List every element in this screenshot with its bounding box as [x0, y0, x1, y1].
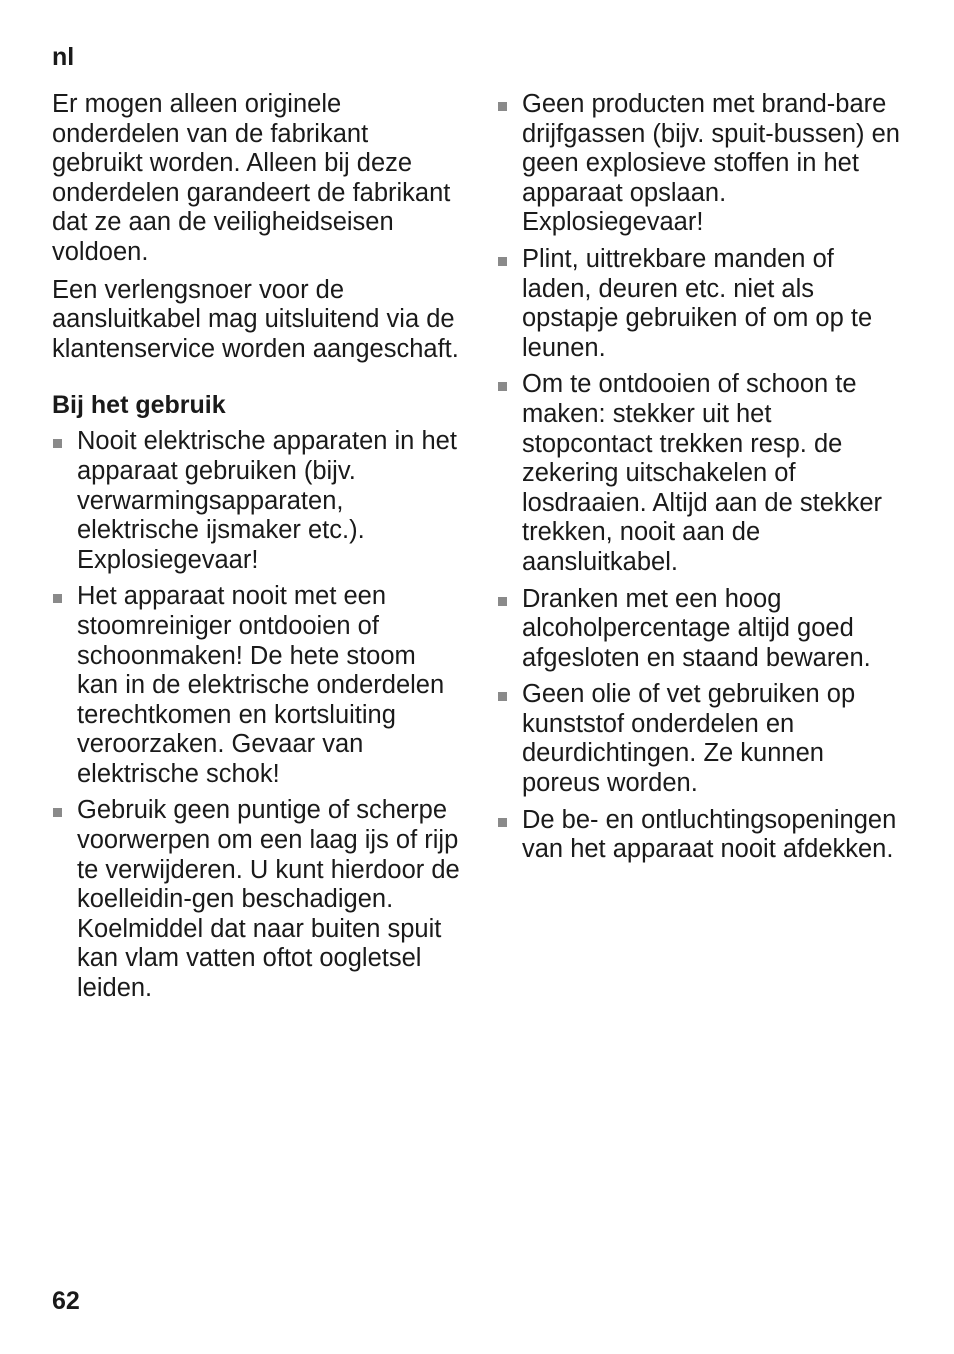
- square-bullet-icon: [498, 818, 507, 827]
- list-item-text: De be- en ontluchtingsopeningen van het apparaat nooit afdekken.: [522, 805, 897, 864]
- language-code: nl: [52, 43, 75, 71]
- square-bullet-icon: [498, 597, 507, 606]
- square-bullet-icon: [498, 692, 507, 701]
- square-bullet-icon: [498, 257, 507, 266]
- list-item: [52, 796, 462, 1003]
- list-item-text: Om te ontdooien of schoon te maken: stekker uit het stopcontact trekken resp. de zekering uitschakelen of losdraaien. Altijd aan de stekker trekken, nooit aan de aansluitkabel.: [522, 370, 883, 576]
- square-bullet-icon: [53, 808, 62, 817]
- list-item-text: Geen olie of vet gebruiken op kunststof onderdelen en deurdichtingen. Ze kunnen poreus worden.: [522, 680, 856, 798]
- list-item: [52, 582, 462, 789]
- list-item-text: Dranken met een hoog alcoholpercentage altijd goed afgesloten en staand bewaren.: [522, 584, 871, 672]
- list-item: [497, 806, 907, 865]
- list-item-text: Plint, uittrekbare manden of laden, deuren etc. niet als opstapje gebruiken of om op te leunen.: [522, 244, 873, 362]
- list-item-text: Nooit elektrische apparaten in het apparaat gebruiken (bijv. verwarmingsapparaten, elektrische ijsmaker etc.). Explosiegevaar!: [77, 427, 457, 574]
- list-item: [497, 370, 907, 577]
- square-bullet-icon: [53, 439, 62, 448]
- list-item: [497, 585, 907, 674]
- list-item: [497, 245, 907, 363]
- list-item: [497, 680, 907, 798]
- section-heading: Bij het gebruik: [52, 391, 226, 420]
- paragraph-original-parts: Er mogen alleen originele onderdelen van de fabrikant gebruikt worden. Alleen bij deze onderdelen garandeert de fabrikant dat ze aan de veiligheidseisen voldoen.: [52, 90, 451, 266]
- list-item: [497, 90, 907, 238]
- paragraph-extension-cord: Een verlengsnoer voor de aansluitkabel mag uitsluitend via de klantenservice worden aangeschaft.: [52, 275, 459, 363]
- list-item-text: Gebruik geen puntige of scherpe voorwerpen om een laag ijs of rijp te verwijderen. U kunt hierdoor de koelleidin-gen beschadigen. Koelmiddel dat naar buiten spuit kan vlam vatten oftot oogletsel leiden.: [77, 796, 460, 1003]
- list-item: [52, 427, 462, 575]
- right-column: [497, 90, 907, 872]
- left-column: [52, 90, 462, 1011]
- square-bullet-icon: [498, 382, 507, 391]
- list-item-text: Het apparaat nooit met een stoomreiniger ontdooien of schoonmaken! De hete stoom kan in de elektrische onderdelen terechtkomen en kortsluiting veroorzaken. Gevaar van elektrische schok!: [77, 582, 445, 788]
- bullet-list-right: [497, 90, 907, 865]
- square-bullet-icon: [53, 594, 62, 603]
- square-bullet-icon: [498, 102, 507, 111]
- page-number: 62: [52, 1287, 80, 1315]
- list-item-text: Geen producten met brand-bare drijfgassen (bijv. spuit-bussen) en geen explosieve stoffen in het apparaat opslaan. Explosiegevaar!: [522, 90, 900, 237]
- bullet-list-left: [52, 427, 462, 1003]
